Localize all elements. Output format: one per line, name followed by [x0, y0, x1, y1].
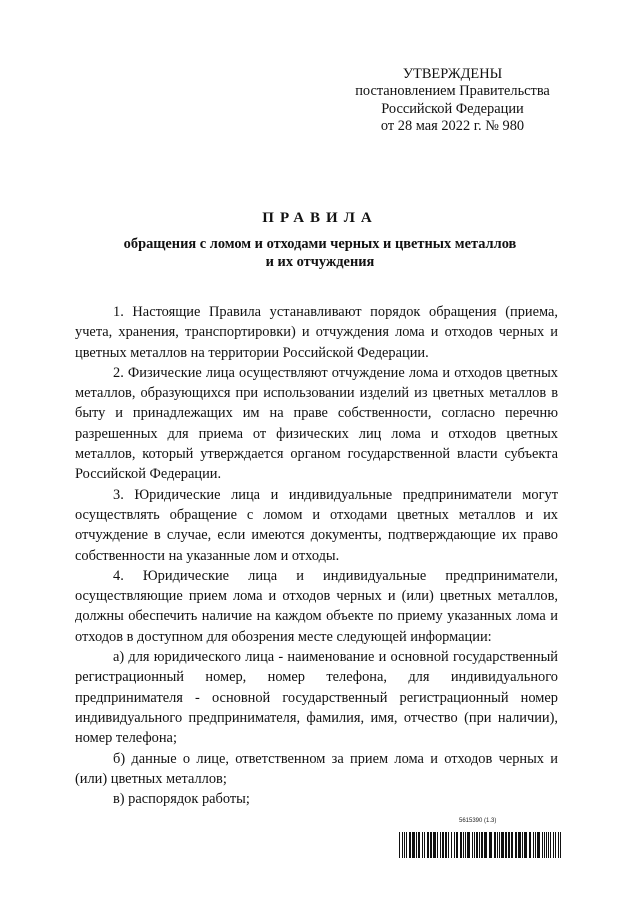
subitem-b: б) данные о лице, ответственном за прием лома и отходов черных и (или) цветных металлов;	[75, 750, 558, 787]
paragraph-4: 4. Юридические лица и индивидуальные предприниматели, осуществляющие прием лома и отходов черных и (или) цветных металлов, должны обеспечить наличие на каждом объекте по приему указанных лома и отходов в доступном для обозрения месте следующей информации:	[75, 567, 558, 645]
subitem-a: а) для юридического лица - наименование и основной государственный регистрационный номер, номер телефона, для индивидуального предпринимателя - основной государственный регистрационный номер индивидуального предпринимателя, фамилия, имя, отчество (при наличии), номер телефона;	[75, 649, 558, 747]
document-title: ПРАВИЛА	[262, 210, 378, 226]
subtitle-line-1: обращения с ломом и отходами черных и цветных металлов	[123, 236, 517, 252]
paragraph-3: 3. Юридические лица и индивидуальные предприниматели могут осуществлять обращение с ломом и отходами цветных металлов и их отчуждение в случае, если имеются документы, подтверждающие их право собственности на указанные лом и отходы.	[75, 486, 558, 564]
barcode-bars	[399, 832, 561, 858]
approval-line-date: от 28 мая 2022 г. № 980	[380, 118, 525, 135]
document-subtitle	[0, 235, 640, 271]
barcode	[399, 824, 561, 858]
subtitle-line-2: и их отчуждения	[265, 254, 375, 270]
subitem-v: в) распорядок работы;	[113, 791, 250, 808]
approval-line-decree: постановлением Правительства	[355, 83, 550, 100]
approval-stamp	[340, 66, 565, 136]
paragraph-1: 1. Настоящие Правила устанавливают порядок обращения (приема, учета, хранения, транспортировки) и отчуждения лома и отходов черных и цветных металлов на территории Российской Федерации.	[75, 304, 558, 361]
approval-line-country: Российской Федерации	[381, 100, 524, 117]
paragraph-2: 2. Физические лица осуществляют отчуждение лома и отходов цветных металлов, образующихся при использовании изделий из цветных металлов в быту и принадлежащих им на праве собственности, согласно перечню разрешенных для приема от физических лиц лома и отходов цветных металлов, который утверждается органом государственной власти субъекта Российской Федерации.	[75, 364, 558, 483]
document-body	[75, 302, 558, 809]
approval-heading: УТВЕРЖДЕНЫ	[402, 66, 503, 82]
barcode-number: 5615390 (1.3)	[459, 818, 497, 824]
